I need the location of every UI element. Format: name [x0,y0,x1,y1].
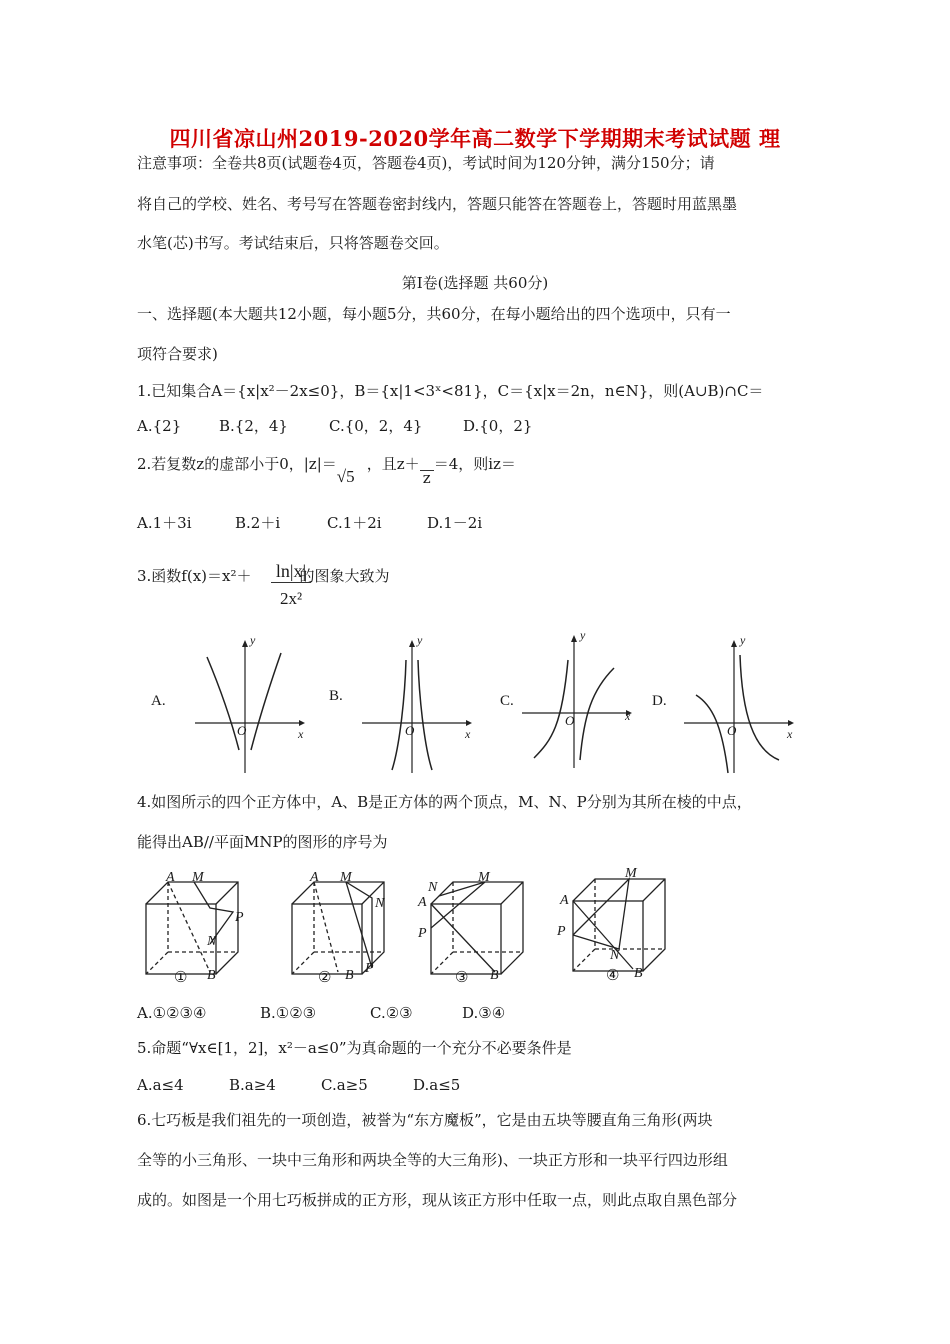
q3-frac-numerator: ln|x| [271,560,311,583]
q1-options [137,416,532,436]
q2-stem-c: ＝4，则iz＝ [433,455,516,473]
q3-graph-b-left-branch [392,660,406,770]
section1-line-1: 一、选择题(本大题共12小题，每小题5分，共60分，在每小题给出的四个选项中，只有一 [137,305,731,323]
q1-option-d: D.{0，2} [463,417,533,435]
q3-graph-label-c: C. [500,693,514,709]
q3-graph-b [362,635,477,775]
q2-stem-b: ，且z＋ [366,455,420,473]
q3-graph-a-y-label: y [250,633,256,647]
q6-stem-line-1: 6.七巧板是我们祖先的一项创造，被誉为“东方魔板”，它是由五块等腰直角三角形(两块 [137,1111,713,1129]
q2-option-d: D.1－2i [427,514,483,532]
part1-heading: 第Ⅰ卷(选择题 共60分) [401,274,549,292]
q2-stem [137,454,516,487]
q6-stem-line-3: 成的。如图是一个用七巧板拼成的正方形，现从该正方形中任取一点，则此点取自黑色部分 [137,1191,738,1209]
q3-graph-d-right-branch [740,655,779,760]
q3-stem [137,566,390,586]
q3-stem-a: 3.函数f(x)＝x²＋ [137,567,252,585]
q2-stem-a: 2.若复数z的虚部小于0，|z|＝ [137,455,337,473]
q1-option-b: B.{2，4} [219,417,288,435]
q3-graph-c-origin: O [565,713,575,728]
q3-graph-label-a: A. [151,693,166,709]
q2-zbar: z [420,470,434,485]
q4-option-b: B.①②③ [260,1004,317,1022]
section1-line-2: 项符合要求) [137,345,218,363]
q5-option-a: A.a≤4 [137,1076,184,1094]
q3-graph-d-y-label: y [740,633,746,647]
q4-figure-number-2: ② [318,970,332,986]
q3-graph-c-left-branch [534,660,568,758]
page-title: 四川省凉山州2019-2020学年高二数学下学期期末考试试题 理 [169,126,781,151]
q3-graph-a-origin: O [237,723,247,738]
q4-figure-number-1: ① [174,970,188,986]
q4-stem-line-2: 能得出AB//平面MNP的图形的序号为 [137,833,388,851]
notice-line-2: 将自己的学校、姓名、考号写在答题卷密封线内，答题只能答在答题卷上，答题时用蓝黑墨 [137,195,738,213]
q3-graph-a-left-branch [207,657,239,750]
q4-option-a: A.①②③④ [137,1004,207,1022]
q4-stem-line-1: 4.如图所示的四个正方体中，A、B是正方体的两个顶点，M、N、P分别为其所在棱的中点， [137,793,752,811]
q3-graph-d-left-branch [696,695,728,773]
q3-graph-c-y-label: y [580,628,586,642]
q2-option-b: B.2＋i [235,514,281,532]
q3-graph-d [684,635,799,775]
q3-graph-label-b: B. [329,688,343,704]
notice-line-3: 水笔(芯)书写。考试结束后，只将答题卷交回。 [137,234,449,252]
q4-figure-number-3: ③ [455,970,469,986]
q2-options [137,513,482,533]
q3-graph-b-right-branch [418,660,432,770]
q1-option-a: A.{2} [137,417,182,435]
q4-option-c: C.②③ [370,1004,413,1022]
q2-option-a: A.1＋3i [137,514,192,532]
q3-graph-label-d: D. [652,693,667,709]
q3-graph-d-x-label: x [787,727,793,741]
q3-graph-d-origin: O [727,723,737,738]
q4-figure-number-4: ④ [606,968,620,984]
q2-sqrt5: √5 [336,467,355,486]
q3-graph-b-origin: O [405,723,415,738]
q3-graph-a-x-label: x [298,727,304,741]
q5-options [137,1075,460,1095]
q3-graph-a-right-branch [251,653,281,750]
q3-stem-b: 的图象大致为 [299,567,390,585]
q5-option-b: B.a≥4 [229,1076,276,1094]
q4-cube-4 [567,865,677,983]
q4-option-d: D.③④ [462,1004,506,1022]
q3-graph-b-y-label: y [417,633,423,647]
q6-stem-line-2: 全等的小三角形、一块中三角形和两块全等的大三角形)、一块正方形和一块平行四边形组 [137,1151,728,1169]
q3-graph-c-x-label: x [625,709,631,723]
q1-option-c: C.{0，2，4} [329,417,423,435]
notice-line-1: 注意事项：全卷共8页(试题卷4页，答题卷4页)，考试时间为120分钟，满分150分；请 [137,154,715,172]
q3-graph-c [522,630,637,770]
q4-options [137,1003,505,1023]
q3-graph-c-right-branch [580,668,614,760]
q3-graph-b-x-label: x [465,727,471,741]
q1-stem: 1.已知集合A＝{x|x²－2x≤0}，B＝{x|1<3ˣ<81}，C＝{x|x＝2n，n∈N}，则(A∪B)∩C＝ [137,382,764,400]
q5-option-c: C.a≥5 [321,1076,368,1094]
q5-stem: 5.命题“∀x∈[1，2]，x²－a≤0”为真命题的一个充分不必要条件是 [137,1039,572,1057]
q2-option-c: C.1＋2i [327,514,382,532]
q3-graph-a [195,635,310,775]
q5-option-d: D.a≤5 [413,1076,461,1094]
q3-frac-denominator: 2x² [279,589,303,608]
